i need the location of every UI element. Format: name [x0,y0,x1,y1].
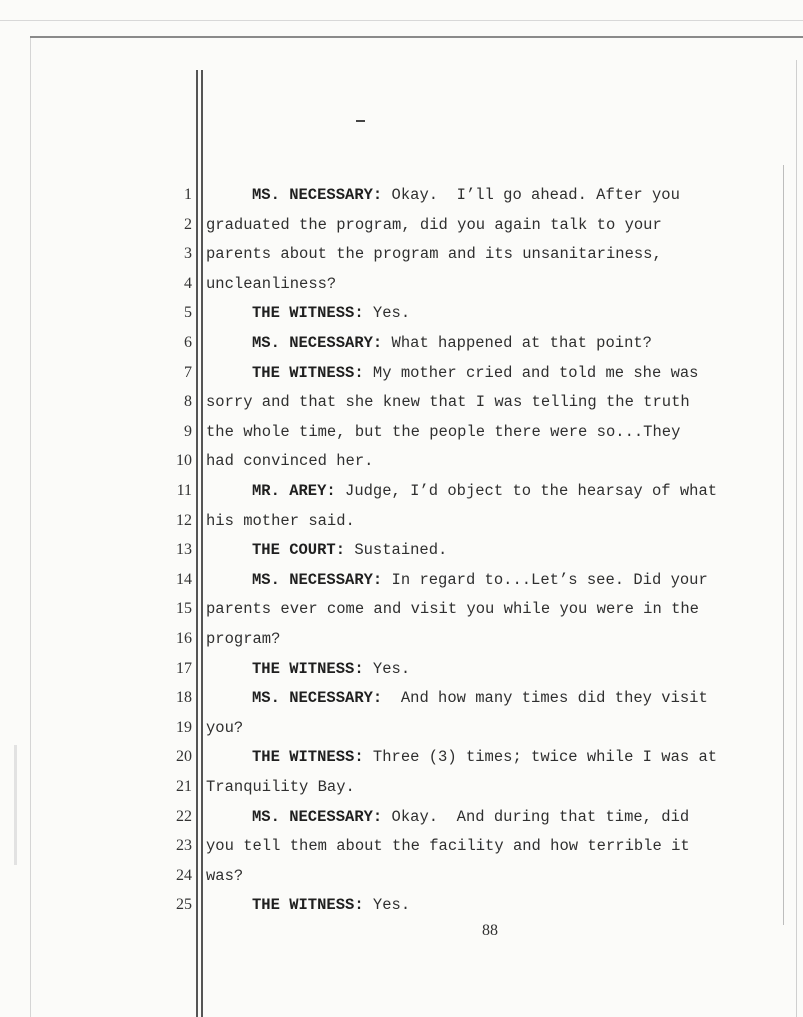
line-number: 1 [184,186,192,203]
left-margin-rule [196,70,198,1017]
line-number: 20 [176,748,192,765]
line-text: you tell them about the facility and how terrible it [206,837,690,855]
line-number: 13 [176,541,192,558]
transcript-line [206,688,803,708]
transcript-line [206,215,776,235]
line-text: Three (3) times; twice while I was at [363,748,718,766]
line-text: Yes. [363,660,411,678]
line-text: his mother said. [206,512,355,530]
top-rule [30,36,803,38]
page-number: 88 [482,922,498,939]
line-text: And how many times did they visit [382,689,708,707]
line-number: 19 [176,719,192,736]
line-text: My mother cried and told me she was [363,364,699,382]
line-text: parents ever come and visit you while you were in the [206,600,699,618]
page-left-edge [30,38,31,1017]
speaker-label: THE WITNESS: [252,896,364,914]
line-number: 17 [176,660,192,677]
transcript-line [206,303,803,323]
speaker-label: MS. NECESSARY: [252,689,383,707]
line-number: 22 [176,808,192,825]
transcript-line [206,777,776,797]
line-text: Yes. [363,304,411,322]
line-number: 15 [176,600,192,617]
line-text: In regard to...Let’s see. Did your [382,571,708,589]
transcript-line [206,185,803,205]
speaker-label: THE WITNESS: [252,304,364,322]
left-margin-rule-inner [201,70,203,1017]
scan-artifact [14,745,17,865]
line-number: 8 [184,393,192,410]
line-number: 21 [176,778,192,795]
line-text: Judge, I’d object to the hearsay of what [335,482,718,500]
transcript-line [206,511,776,531]
scan-edge-line [0,20,803,21]
transcript-line [206,718,776,738]
line-text: the whole time, but the people there were so...They [206,423,681,441]
line-number: 11 [176,482,192,499]
line-text: Sustained. [345,541,448,559]
line-number: 7 [184,364,192,381]
speaker-label: THE WITNESS: [252,748,364,766]
speaker-label: MS. NECESSARY: [252,571,383,589]
transcript-line [206,392,776,412]
header-dash [356,120,365,122]
line-text: program? [206,630,281,648]
line-number: 5 [184,304,192,321]
transcript-line [206,747,803,767]
line-text: graduated the program, did you again talk to your [206,216,662,234]
line-number: 10 [176,452,192,469]
line-number: 6 [184,334,192,351]
line-text: sorry and that she knew that I was telling the truth [206,393,690,411]
speaker-label: MS. NECESSARY: [252,808,383,826]
line-number: 25 [176,896,192,913]
line-text: had convinced her. [206,452,374,470]
transcript-line [206,540,803,560]
transcript-line [206,333,803,353]
transcript-line [206,895,803,915]
transcript-line [206,659,803,679]
line-number: 23 [176,837,192,854]
line-text: What happened at that point? [382,334,652,352]
line-text: you? [206,719,244,737]
transcript-line [206,570,803,590]
line-text: Okay. And during that time, did [382,808,690,826]
line-text: Yes. [363,896,411,914]
line-number: 16 [176,630,192,647]
transcript-line [206,807,803,827]
line-number: 4 [184,275,192,292]
transcript-line [206,244,776,264]
line-number: 2 [184,216,192,233]
transcript-line [206,866,776,886]
transcript-line [206,451,776,471]
line-text: Tranquility Bay. [206,778,355,796]
speaker-label: MS. NECESSARY: [252,186,383,204]
line-number: 12 [176,512,192,529]
speaker-label: MS. NECESSARY: [252,334,383,352]
line-number: 9 [184,423,192,440]
speaker-label: THE WITNESS: [252,364,364,382]
speaker-label: MR. AREY: [252,482,336,500]
line-number: 24 [176,867,192,884]
line-text: parents about the program and its unsanitariness, [206,245,662,263]
line-text: was? [206,867,244,885]
transcript-line [206,599,776,619]
transcript-line [206,422,776,442]
speaker-label: THE WITNESS: [252,660,364,678]
transcript-line [206,629,776,649]
transcript-line [206,274,776,294]
line-text: Okay. I’ll go ahead. After you [382,186,680,204]
transcript-line [206,836,776,856]
line-number: 18 [176,689,192,706]
transcript-line [206,363,803,383]
line-text: uncleanliness? [206,275,337,293]
line-number: 14 [176,571,192,588]
line-number: 3 [184,245,192,262]
transcript-line [206,481,803,501]
speaker-label: THE COURT: [252,541,346,559]
